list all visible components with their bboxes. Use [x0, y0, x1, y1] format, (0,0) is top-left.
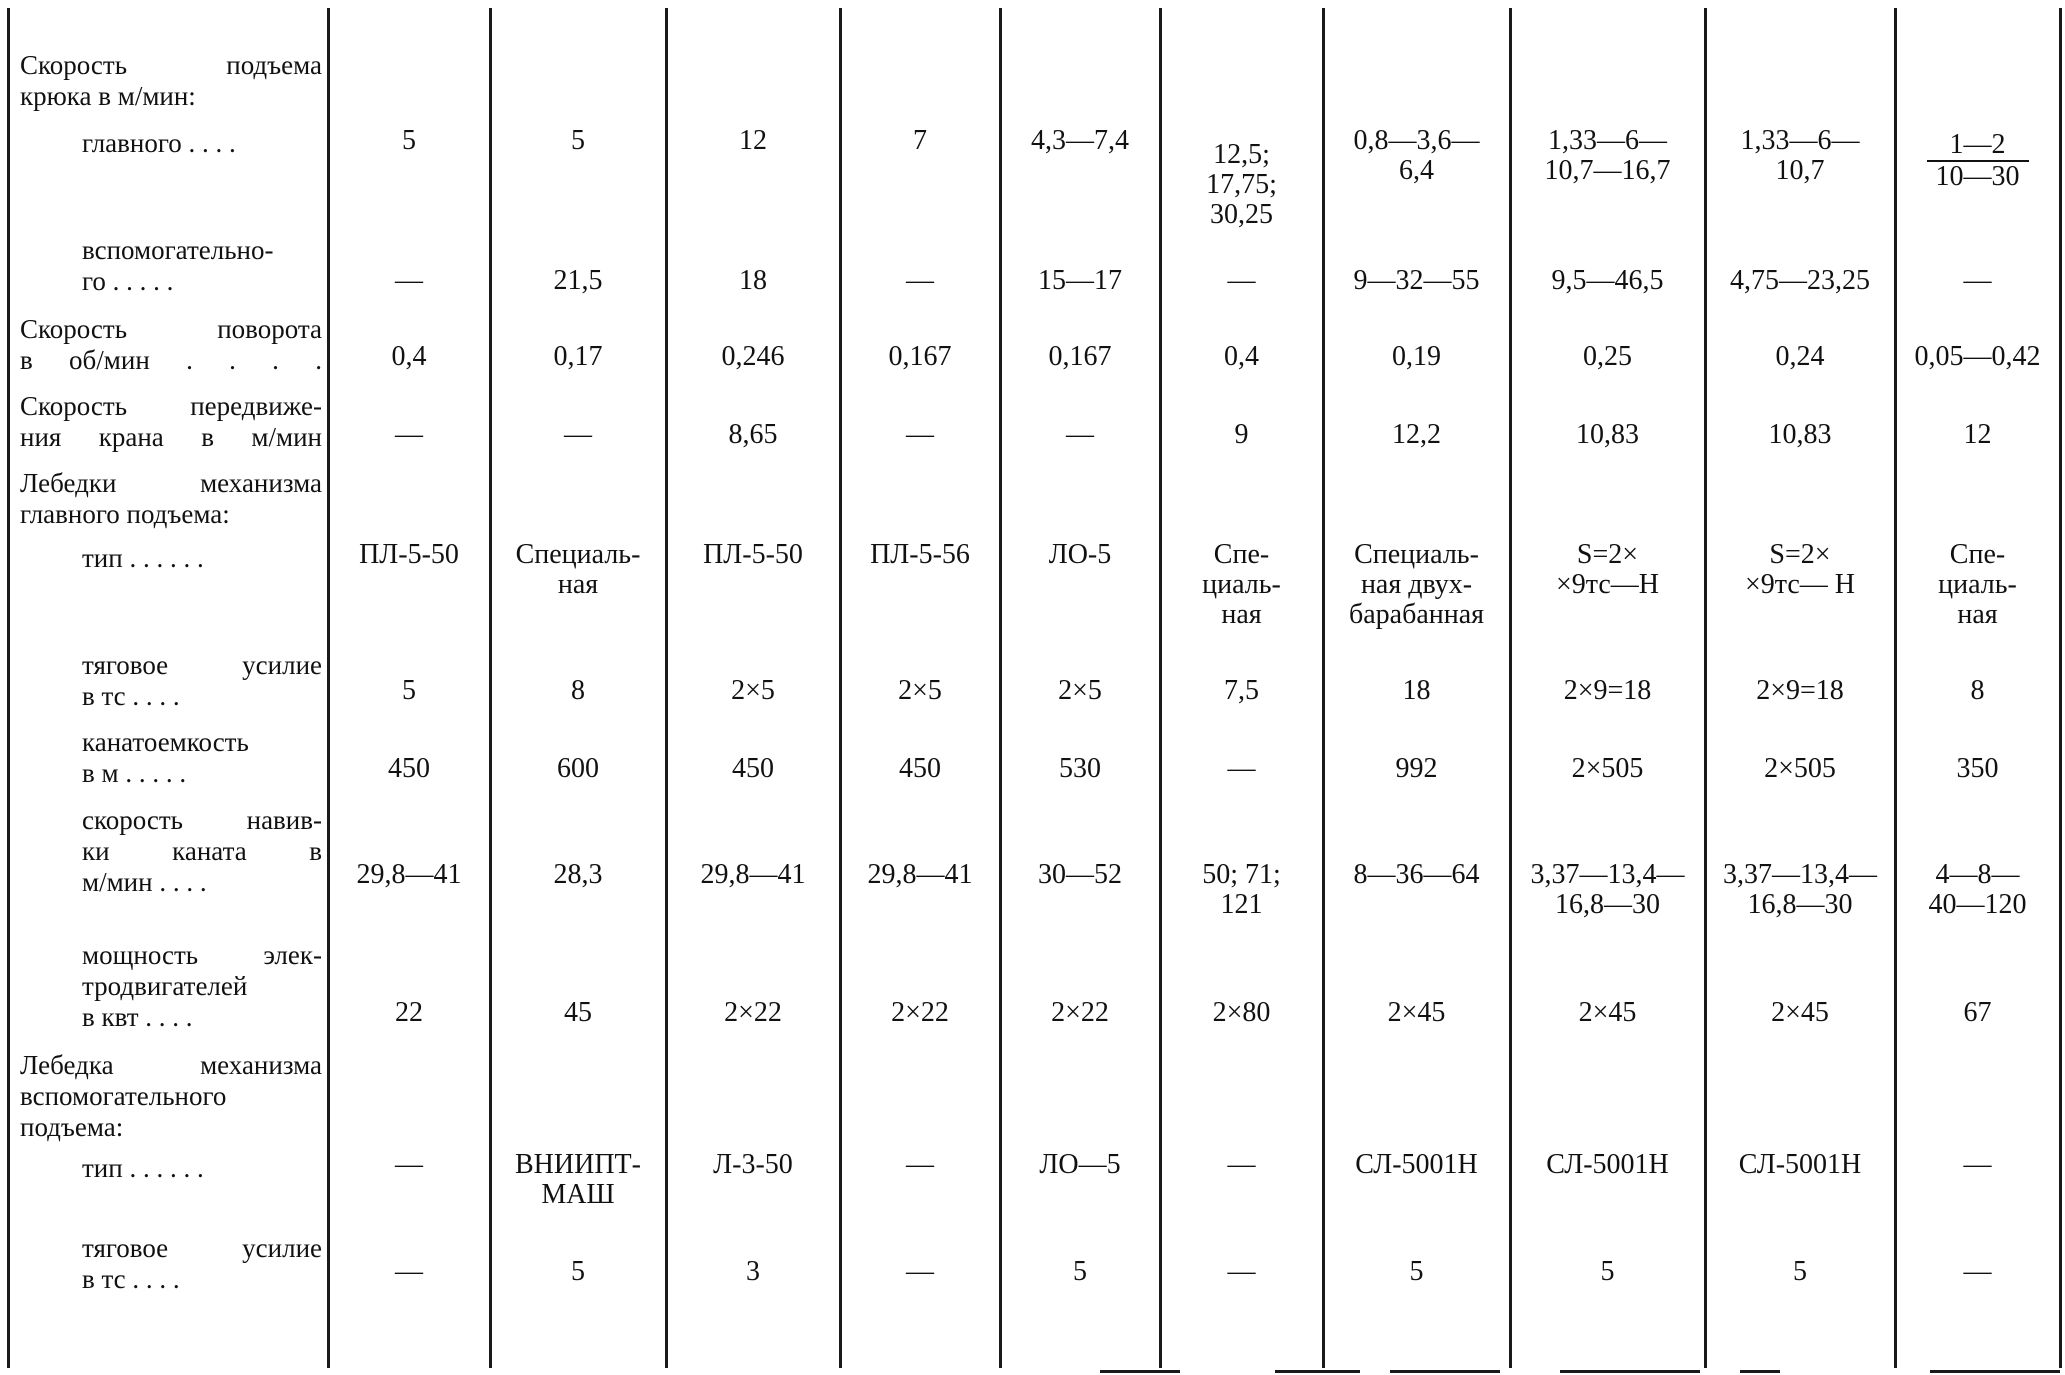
- row-label-line: крюка в м/мин:: [20, 81, 196, 111]
- cell-line: S=2×: [1769, 539, 1831, 570]
- table-cell: [1160, 676, 1323, 706]
- table-cell: [1705, 1257, 1895, 1287]
- row-label-line: в об/мин . . . .: [20, 345, 322, 375]
- cell-line: —: [395, 265, 423, 296]
- cell-line: 2×9=18: [1563, 675, 1652, 706]
- table-cell: [1895, 998, 2060, 1028]
- table-cell: [666, 1257, 840, 1287]
- table-cell: [490, 266, 666, 296]
- cell-line: СЛ-5001Н: [1355, 1149, 1478, 1180]
- table-cell: [1000, 266, 1160, 296]
- cell-line: 8,65: [728, 419, 778, 450]
- row-label-line: Скорость передвиже-: [20, 391, 322, 421]
- cell-line: 9: [1234, 419, 1249, 450]
- table-cell: [1895, 342, 2060, 372]
- cell-line: 2×5: [898, 675, 942, 706]
- row-label-motor-power: [20, 940, 322, 1033]
- cell-line: 350: [1956, 753, 1999, 784]
- table-cell: [666, 126, 840, 156]
- table-cell: [490, 420, 666, 450]
- table-cell: [328, 420, 490, 450]
- cell-line: 10—30: [1935, 161, 2020, 192]
- table-cell: [490, 126, 666, 156]
- cell-line: 2×505: [1764, 753, 1836, 784]
- table-cell: [1510, 420, 1705, 450]
- table-cell: [490, 342, 666, 372]
- cell-line: 5: [571, 125, 585, 156]
- row-label-aux-winch-header: [20, 1050, 322, 1143]
- table-cell: [1705, 126, 1895, 186]
- cell-line: —: [395, 1149, 423, 1180]
- row-label-line: Лебедки механизма: [20, 468, 322, 498]
- table-cell: [840, 860, 1000, 890]
- cell-line: 18: [1402, 675, 1431, 706]
- row-label-line: в м . . . . .: [82, 758, 187, 788]
- row-label-line: Скорость поворота: [20, 314, 322, 344]
- bottom-rule-segment: [1275, 1370, 1360, 1373]
- table-cell: [1705, 420, 1895, 450]
- cell-line: 29,8—41: [356, 859, 462, 890]
- table-cell: [666, 676, 840, 706]
- cell-line: 0,17: [553, 341, 603, 372]
- table-cell: [1705, 540, 1895, 600]
- cell-line: 67: [1963, 997, 1992, 1028]
- cell-line: 2×5: [1058, 675, 1102, 706]
- cell-line: ×9тс—Н: [1555, 569, 1660, 600]
- cell-line: 0,246: [721, 341, 785, 372]
- cell-line: 10,83: [1768, 419, 1832, 450]
- table-cell: [1323, 860, 1510, 890]
- cell-line: циаль-: [1202, 569, 1281, 600]
- table-cell: [1705, 1150, 1895, 1180]
- row-label-line: тяговое усилие: [82, 1233, 322, 1263]
- table-cell: [666, 342, 840, 372]
- table-cell: [840, 420, 1000, 450]
- table-cell: [1510, 998, 1705, 1028]
- table-cell: [1160, 420, 1323, 450]
- cell-line: ×9тс— Н: [1744, 569, 1856, 600]
- table-cell: [1705, 998, 1895, 1028]
- table-cell: [840, 676, 1000, 706]
- cell-line: 450: [732, 753, 774, 784]
- cell-line: ВНИИПТ-: [515, 1149, 641, 1180]
- cell-line: —: [564, 419, 592, 450]
- row-label-line: ния крана в м/мин: [20, 422, 322, 452]
- row-label-line: Лебедка механизма: [20, 1050, 322, 1080]
- cell-line: барабанная: [1348, 599, 1485, 630]
- cell-line: 4,75—23,25: [1730, 265, 1870, 296]
- table-cell: [490, 860, 666, 890]
- table-cell: [328, 860, 490, 890]
- table-cell: [490, 998, 666, 1028]
- cell-line: —: [906, 1256, 934, 1287]
- table-cell: [328, 1257, 490, 1287]
- table-cell: [666, 266, 840, 296]
- cell-line: 992: [1395, 753, 1438, 784]
- row-label-rope-capacity: [20, 727, 322, 789]
- table-cell: [840, 1150, 1000, 1180]
- row-label-type-aux: [20, 1153, 322, 1184]
- cell-line: 5: [402, 675, 416, 706]
- cell-line: 29,8—41: [867, 859, 973, 890]
- column-rule: [7, 8, 10, 1368]
- cell-line: 2×505: [1571, 753, 1644, 784]
- table-cell: [490, 754, 666, 784]
- table-cell: [840, 1257, 1000, 1287]
- row-label-type-main: [20, 543, 322, 574]
- cell-line: СЛ-5001Н: [1546, 1149, 1669, 1180]
- row-label-rotation: [20, 314, 322, 376]
- cell-line: 2×80: [1212, 997, 1271, 1028]
- cell-line: ная: [1957, 599, 1998, 630]
- cell-line: 22: [395, 997, 423, 1028]
- table-cell: [840, 126, 1000, 156]
- table-cell: [1160, 540, 1323, 630]
- cell-line: 12: [739, 125, 767, 156]
- cell-line: ЛО—5: [1039, 1149, 1121, 1180]
- cell-line: 9,5—46,5: [1551, 265, 1664, 296]
- bottom-rule-segment: [1390, 1370, 1500, 1373]
- table-cell: [1160, 998, 1323, 1028]
- table-cell: [666, 754, 840, 784]
- cell-line: 21,5: [553, 265, 603, 296]
- cell-line: —: [906, 419, 934, 450]
- row-label-line: Скорость подъема: [20, 50, 322, 80]
- cell-line: Специаль-: [1354, 539, 1479, 570]
- table-cell: [328, 998, 490, 1028]
- cell-line: 45: [564, 997, 592, 1028]
- bottom-rule-segment: [1100, 1370, 1180, 1373]
- cell-line: МАШ: [541, 1179, 615, 1210]
- cell-line: 6,4: [1399, 155, 1434, 186]
- row-label-line: тип . . . . . .: [82, 543, 204, 573]
- cell-line: 4,3—7,4: [1031, 125, 1129, 156]
- table-cell: [666, 420, 840, 450]
- table-cell: [1895, 420, 2060, 450]
- cell-line: 0,167: [1048, 341, 1112, 372]
- cell-line: 29,8—41: [700, 859, 806, 890]
- cell-line: 2×45: [1578, 997, 1637, 1028]
- cell-line: 0,25: [1583, 341, 1632, 372]
- table-cell: [1160, 754, 1323, 784]
- cell-line: ная: [557, 569, 599, 600]
- row-label-line: тродвигателей: [82, 971, 248, 1001]
- cell-line: ПЛ-5-56: [870, 539, 970, 570]
- cell-line: Спе-: [1213, 539, 1270, 570]
- table-cell: [1510, 266, 1705, 296]
- table-cell: [1160, 1257, 1323, 1287]
- table-cell: [1895, 266, 2060, 296]
- row-label-line: в квт . . . .: [82, 1002, 193, 1032]
- cell-line: —: [1227, 265, 1256, 296]
- table-cell: [1510, 342, 1705, 372]
- row-label-main: [20, 128, 322, 159]
- cell-line: 10,7: [1775, 155, 1825, 186]
- cell-line: 5: [1600, 1256, 1615, 1287]
- table-cell: [1510, 126, 1705, 186]
- cell-line: 8—36—64: [1353, 859, 1480, 890]
- cell-line: —: [1963, 1256, 1992, 1287]
- table-cell: [1895, 754, 2060, 784]
- row-label-line: в тс . . . .: [82, 681, 180, 711]
- table-cell: [1705, 676, 1895, 706]
- cell-line: 30—52: [1038, 859, 1122, 890]
- table-cell: [328, 342, 490, 372]
- table-cell: [1000, 540, 1160, 570]
- table-cell: [1000, 1257, 1160, 1287]
- row-label-line: го . . . . .: [82, 266, 174, 296]
- cell-line: 28,3: [553, 859, 603, 890]
- cell-line: 3: [746, 1256, 760, 1287]
- cell-line: Специаль-: [515, 539, 641, 570]
- table-cell: [666, 540, 840, 570]
- cell-line: 2×22: [1051, 997, 1109, 1028]
- cell-line: 4—8—: [1935, 859, 2020, 890]
- row-label-travel: [20, 391, 322, 453]
- cell-line: ЛО-5: [1048, 539, 1112, 570]
- cell-line: 17,75;: [1206, 169, 1277, 200]
- cell-line: 121: [1220, 889, 1263, 920]
- table-cell: [328, 266, 490, 296]
- table-cell: [1510, 860, 1705, 920]
- cell-line: —: [906, 1149, 934, 1180]
- cell-line: 1,33—6—: [1740, 125, 1860, 156]
- cell-line: 3,37—13,4—: [1723, 859, 1877, 890]
- cell-line: 15—17: [1038, 265, 1122, 296]
- table-cell: [1895, 860, 2060, 920]
- cell-line: 5: [402, 125, 416, 156]
- cell-line: 2×9=18: [1756, 675, 1844, 706]
- cell-line: 30,25: [1210, 199, 1273, 230]
- cell-line: 0,24: [1775, 341, 1825, 372]
- row-label-line: тяговое усилие: [82, 650, 322, 680]
- table-cell: [1000, 420, 1160, 450]
- table-cell: [1705, 342, 1895, 372]
- table-cell: [1000, 676, 1160, 706]
- table-cell: [840, 266, 1000, 296]
- table-cell: [1323, 1257, 1510, 1287]
- cell-line: 10,83: [1576, 419, 1639, 450]
- table-cell: [1895, 676, 2060, 706]
- cell-line: 0,8—3,6—: [1353, 125, 1480, 156]
- cell-line: 0,4: [391, 341, 427, 372]
- table-cell: [490, 1150, 666, 1210]
- table-cell: [666, 1150, 840, 1180]
- bottom-rule-segment: [1930, 1370, 2060, 1373]
- cell-line: 50; 71;: [1202, 859, 1281, 890]
- table-cell: [328, 754, 490, 784]
- table-cell: [1510, 676, 1705, 706]
- cell-line: —: [395, 419, 423, 450]
- cell-line: —: [1227, 1256, 1256, 1287]
- table-cell: [1323, 540, 1510, 630]
- table-cell: [666, 860, 840, 890]
- table-cell: [1705, 860, 1895, 920]
- table-cell: [1000, 1150, 1160, 1180]
- cell-line: 5: [1073, 1256, 1087, 1287]
- cell-line: 0,4: [1224, 341, 1259, 372]
- table-cell: [1323, 342, 1510, 372]
- cell-line: циаль-: [1938, 569, 2017, 600]
- row-label-line: главного подъема:: [20, 499, 230, 529]
- cell-line: 40—120: [1928, 889, 2027, 920]
- cell-line: —: [1227, 1149, 1256, 1180]
- row-label-line: подъема:: [20, 1112, 124, 1142]
- cell-line: —: [1066, 419, 1094, 450]
- row-label-line: мощность элек-: [82, 940, 322, 970]
- table-cell: [1323, 1150, 1510, 1180]
- cell-line: 12,5;: [1213, 139, 1270, 170]
- bottom-rule-segment: [1560, 1370, 1700, 1373]
- table-cell: [328, 126, 490, 156]
- table-cell: [1160, 342, 1323, 372]
- cell-line: 3,37—13,4—: [1530, 859, 1685, 890]
- table-cell: [1323, 420, 1510, 450]
- table-cell: [1510, 540, 1705, 600]
- cell-line: 12: [1963, 419, 1992, 450]
- table-cell: [490, 676, 666, 706]
- row-label-line: в тс . . . .: [82, 1264, 180, 1294]
- table-cell: [1000, 998, 1160, 1028]
- table-cell: [1000, 126, 1160, 156]
- row-label-pull-aux: [20, 1233, 322, 1295]
- table-cell: [1510, 1257, 1705, 1287]
- table-cell: [1323, 754, 1510, 784]
- table-cell: [1895, 540, 2060, 630]
- table-cell: [1895, 1150, 2060, 1180]
- cell-line: 2×45: [1771, 997, 1829, 1028]
- cell-line: Спе-: [1949, 539, 2006, 570]
- table-cell: [1160, 140, 1323, 230]
- row-label-hook-speed-header: [20, 50, 322, 112]
- table-cell: [1160, 1150, 1323, 1180]
- cell-line: 530: [1059, 753, 1101, 784]
- cell-line: ПЛ-5-50: [703, 539, 803, 570]
- table-cell: [1510, 1150, 1705, 1180]
- cell-line: ная двух-: [1360, 569, 1473, 600]
- row-label-line: скорость навив-: [82, 805, 322, 835]
- row-label-pull-main: [20, 650, 322, 712]
- table-cell: [1705, 266, 1895, 296]
- row-label-line: м/мин . . . .: [82, 867, 207, 897]
- table-cell: [1705, 754, 1895, 784]
- row-label-aux: [20, 235, 322, 297]
- row-label-rope-speed: [20, 805, 322, 898]
- table-cell: [1000, 860, 1160, 890]
- table-cell: [840, 998, 1000, 1028]
- cell-line: 5: [571, 1256, 585, 1287]
- cell-line: 16,8—30: [1555, 889, 1660, 920]
- row-label-main-winch-header: [20, 468, 322, 530]
- cell-line: 2×45: [1387, 997, 1446, 1028]
- cell-line: —: [1963, 1149, 1992, 1180]
- cell-line: 8: [571, 675, 585, 706]
- table-cell: [840, 540, 1000, 570]
- table-cell: [490, 1257, 666, 1287]
- cell-line: 450: [388, 753, 430, 784]
- table-cell: [328, 676, 490, 706]
- cell-line: 0,167: [888, 341, 952, 372]
- table-cell: [1000, 342, 1160, 372]
- cell-line: 7,5: [1224, 675, 1259, 706]
- table-cell: [1323, 266, 1510, 296]
- cell-line: 18: [739, 265, 767, 296]
- cell-line: 2×22: [891, 997, 949, 1028]
- table-cell: [1323, 676, 1510, 706]
- cell-line: 10,7—16,7: [1544, 155, 1671, 186]
- cell-line: ная: [1221, 599, 1262, 630]
- table-cell: [1160, 860, 1323, 920]
- table-cell: [1000, 754, 1160, 784]
- cell-line: —: [906, 265, 934, 296]
- table-cell: [1510, 754, 1705, 784]
- row-label-line: ки каната в: [82, 836, 322, 866]
- cell-line: 9—32—55: [1353, 265, 1480, 296]
- row-label-line: канатоемкость: [82, 727, 249, 757]
- table-cell: [1323, 998, 1510, 1028]
- cell-line: 12,2: [1392, 419, 1441, 450]
- cell-line: 0,19: [1392, 341, 1441, 372]
- cell-line: S=2×: [1576, 539, 1639, 570]
- table-cell: [666, 998, 840, 1028]
- cell-line: 600: [557, 753, 599, 784]
- cell-line: 16,8—30: [1747, 889, 1853, 920]
- table-cell: [840, 754, 1000, 784]
- row-label-line: вспомогательного: [20, 1081, 227, 1111]
- cell-line: 450: [899, 753, 941, 784]
- bottom-rule-segment: [1740, 1370, 1780, 1373]
- table-cell: [328, 540, 490, 570]
- cell-line: ПЛ-5-50: [359, 539, 459, 570]
- cell-line: —: [1227, 753, 1256, 784]
- cell-line: 1,33—6—: [1548, 125, 1667, 156]
- cell-line: 7: [913, 125, 927, 156]
- cell-line: 2×5: [731, 675, 775, 706]
- cell-line: 2×22: [724, 997, 782, 1028]
- table-cell: [1323, 126, 1510, 186]
- cell-line: Л-3-50: [713, 1149, 793, 1180]
- table-cell: [1895, 1257, 2060, 1287]
- cell-line: 8: [1970, 675, 1985, 706]
- cell-line: —: [1963, 265, 1992, 296]
- row-label-line: тип . . . . . .: [82, 1153, 204, 1183]
- cell-line: 5: [1409, 1256, 1424, 1287]
- cell-line: 5: [1793, 1256, 1807, 1287]
- cell-line: 0,05—0,42: [1914, 341, 2041, 372]
- cell-line: СЛ-5001Н: [1738, 1149, 1862, 1180]
- row-label-line: главного . . . .: [82, 128, 236, 158]
- table-cell: [490, 540, 666, 600]
- row-label-line: вспомогательно-: [82, 235, 274, 265]
- cell-line: 1—2: [1927, 130, 2029, 162]
- table-cell: [1895, 130, 2060, 192]
- table-cell: [840, 342, 1000, 372]
- table-cell: [1160, 266, 1323, 296]
- table-cell: [328, 1150, 490, 1180]
- cell-line: —: [395, 1256, 423, 1287]
